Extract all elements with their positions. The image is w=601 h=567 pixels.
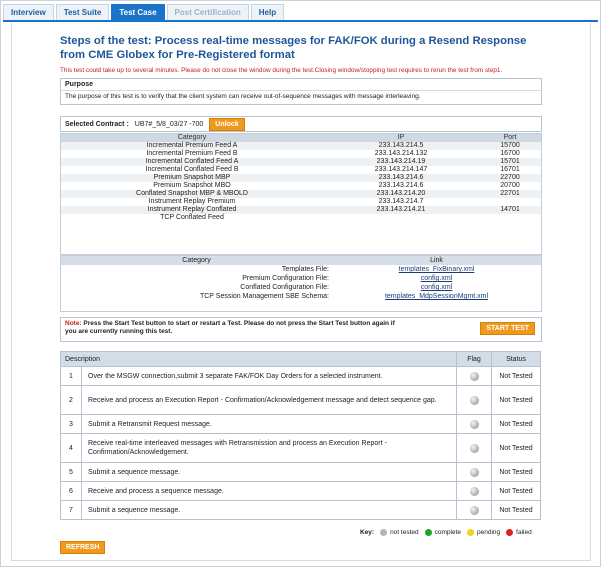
step-number: 6 bbox=[61, 482, 82, 501]
file-link[interactable]: config.xml bbox=[420, 275, 453, 282]
feed-port: 16701 bbox=[479, 166, 541, 174]
pending-dot-icon bbox=[467, 529, 474, 536]
note-text: Press the Start Test button to start or restart a Test. Please do not press the Start Test button again if you are currently running this test. bbox=[65, 320, 395, 335]
link-cell bbox=[332, 283, 541, 292]
step-flag bbox=[457, 367, 492, 386]
step-status: Not Tested bbox=[492, 482, 541, 501]
contract-box bbox=[60, 116, 542, 132]
status-dot-icon bbox=[470, 420, 479, 429]
key-complete-label: complete bbox=[434, 529, 462, 536]
feeds-row bbox=[61, 214, 541, 222]
step-description: Receive and process an Execution Report - Confirmation/Acknowledgement message and detect sequence gap. bbox=[82, 386, 457, 415]
feed-port: 20700 bbox=[479, 182, 541, 190]
tab-interview[interactable]: Interview bbox=[3, 4, 54, 20]
links-box bbox=[60, 255, 542, 312]
feed-category: Instrument Replay Conflated bbox=[61, 206, 323, 214]
links-row bbox=[61, 292, 541, 301]
step-description: Receive real-time interleaved messages with Retransmission and process an Execution Report - Confirmation/Acknowledgement. bbox=[82, 434, 457, 463]
note-box bbox=[60, 317, 542, 342]
feeds-header-ip: IP bbox=[323, 134, 479, 142]
contract-label: Selected Contract : bbox=[65, 120, 129, 128]
step-number: 7 bbox=[61, 501, 82, 520]
feed-ip: 233.143.214.21 bbox=[323, 206, 479, 214]
step-row bbox=[61, 434, 541, 463]
feed-port: 22701 bbox=[479, 190, 541, 198]
link-cell bbox=[332, 274, 541, 283]
links-table bbox=[61, 256, 541, 301]
status-dot-icon bbox=[470, 468, 479, 477]
step-number: 5 bbox=[61, 463, 82, 482]
step-flag bbox=[457, 415, 492, 434]
refresh-button[interactable]: REFRESH bbox=[60, 541, 105, 554]
steps-table bbox=[60, 351, 541, 520]
feed-ip: 233.143.214.132 bbox=[323, 150, 479, 158]
links-row bbox=[61, 265, 541, 274]
feeds-row bbox=[61, 150, 541, 158]
feed-ip: 233.143.214.20 bbox=[323, 190, 479, 198]
links-row bbox=[61, 274, 541, 283]
feed-category: Premium Snapshot MBP bbox=[61, 174, 323, 182]
feed-port: 14701 bbox=[479, 206, 541, 214]
feeds-row bbox=[61, 174, 541, 182]
tab-test-suite[interactable]: Test Suite bbox=[56, 4, 110, 20]
link-cell bbox=[332, 292, 541, 301]
not-tested-dot-icon bbox=[380, 529, 387, 536]
status-dot-icon bbox=[470, 372, 479, 381]
step-number: 3 bbox=[61, 415, 82, 434]
step-description: Submit a sequence message. bbox=[82, 463, 457, 482]
step-status: Not Tested bbox=[492, 434, 541, 463]
step-status: Not Tested bbox=[492, 367, 541, 386]
file-link[interactable]: templates_MdpSessionMgmt.xml bbox=[384, 293, 489, 300]
step-number: 4 bbox=[61, 434, 82, 463]
feed-category: Incremental Premium Feed B bbox=[61, 150, 323, 158]
feed-ip: 233.143.214.19 bbox=[323, 158, 479, 166]
steps-header-status: Status bbox=[492, 352, 541, 367]
feeds-header-category: Category bbox=[61, 134, 323, 142]
key-failed-label: failed bbox=[516, 529, 532, 536]
feed-category: Conflated Snapshot MBP & MBOLD bbox=[61, 190, 323, 198]
page-title: Steps of the test: Process real-time messages for FAK/FOK during a Resend Response from CME Globex for Pre-Registered format bbox=[60, 35, 527, 61]
feeds-row bbox=[61, 158, 541, 166]
status-key bbox=[360, 529, 532, 536]
feed-category: Incremental Conflated Feed A bbox=[61, 158, 323, 166]
purpose-box bbox=[60, 78, 542, 105]
step-status: Not Tested bbox=[492, 386, 541, 415]
step-flag bbox=[457, 434, 492, 463]
links-row bbox=[61, 283, 541, 292]
purpose-heading: Purpose bbox=[61, 79, 541, 91]
key-not-tested-label: not tested bbox=[390, 529, 419, 536]
step-description: Over the MSGW connection,submit 3 separate FAK/FOK Day Orders for a selected instrument. bbox=[82, 367, 457, 386]
status-dot-icon bbox=[470, 506, 479, 515]
step-description: Submit a Retransmit Request message. bbox=[82, 415, 457, 434]
feeds-table bbox=[61, 134, 541, 222]
feed-category: TCP Conflated Feed bbox=[61, 214, 323, 222]
key-pending-label: pending bbox=[477, 529, 501, 536]
feed-port: 16700 bbox=[479, 150, 541, 158]
step-status: Not Tested bbox=[492, 501, 541, 520]
feed-category: Incremental Premium Feed A bbox=[61, 142, 323, 150]
step-status: Not Tested bbox=[492, 415, 541, 434]
links-header-link: Link bbox=[332, 256, 541, 265]
feed-category: Premium Snapshot MBO bbox=[61, 182, 323, 190]
steps-section bbox=[60, 351, 541, 520]
link-category: Conflated Configuration File: bbox=[240, 284, 329, 291]
step-row bbox=[61, 463, 541, 482]
feed-ip: 233.143.214.7 bbox=[323, 198, 479, 206]
feeds-box bbox=[60, 133, 542, 255]
feed-ip: 233.143.214.147 bbox=[323, 166, 479, 174]
tab-test-case[interactable]: Test Case bbox=[111, 4, 164, 20]
link-cell bbox=[332, 265, 541, 274]
feed-ip: 233.143.214.6 bbox=[323, 174, 479, 182]
step-row bbox=[61, 367, 541, 386]
feed-port: 22700 bbox=[479, 174, 541, 182]
steps-header-description: Description bbox=[61, 352, 457, 367]
feed-port bbox=[479, 198, 541, 206]
note-label: Note: bbox=[65, 320, 82, 327]
warning-text: This test could take up to several minutes. Please do not close the window during the test.Closing window/stopping test requires to rerun the test from step1. bbox=[60, 67, 503, 74]
steps-header-flag: Flag bbox=[457, 352, 492, 367]
feed-ip bbox=[323, 214, 479, 222]
step-status: Not Tested bbox=[492, 463, 541, 482]
complete-dot-icon bbox=[425, 529, 432, 536]
feeds-row bbox=[61, 206, 541, 214]
feeds-row bbox=[61, 142, 541, 150]
step-flag bbox=[457, 463, 492, 482]
step-number: 2 bbox=[61, 386, 82, 415]
step-row bbox=[61, 482, 541, 501]
feed-category: Instrument Replay Premium bbox=[61, 198, 323, 206]
status-dot-icon bbox=[470, 444, 479, 453]
start-test-button[interactable]: START TEST bbox=[480, 322, 535, 335]
step-number: 1 bbox=[61, 367, 82, 386]
status-dot-icon bbox=[470, 396, 479, 405]
links-header-category: Category bbox=[61, 256, 332, 265]
tab-help[interactable]: Help bbox=[251, 4, 284, 20]
contract-value: UB7#_5/8_03/27 -700 bbox=[134, 120, 204, 128]
link-category: TCP Session Management SBE Schema: bbox=[199, 293, 329, 300]
step-description: Submit a sequence message. bbox=[82, 501, 457, 520]
feed-port: 15700 bbox=[479, 142, 541, 150]
step-row bbox=[61, 415, 541, 434]
feeds-row bbox=[61, 166, 541, 174]
status-dot-icon bbox=[470, 487, 479, 496]
step-row bbox=[61, 386, 541, 415]
feed-category: Incremental Conflated Feed B bbox=[61, 166, 323, 174]
tab-post-certification: Post Certification bbox=[167, 4, 249, 20]
failed-dot-icon bbox=[506, 529, 513, 536]
file-link[interactable]: templates_FixBinary.xml bbox=[398, 266, 475, 273]
unlock-button[interactable]: Unlock bbox=[209, 118, 244, 131]
tab-bar bbox=[3, 4, 284, 21]
link-category: Premium Configuration File: bbox=[242, 275, 329, 282]
feed-ip: 233.143.214.6 bbox=[323, 182, 479, 190]
feed-port: 15701 bbox=[479, 158, 541, 166]
feeds-row bbox=[61, 198, 541, 206]
link-category: Templates File: bbox=[281, 266, 329, 273]
key-label: Key: bbox=[360, 529, 375, 536]
purpose-text: The purpose of this test is to verify that the client system can receive out-of-sequence messages with message interleaving. bbox=[65, 93, 421, 100]
feeds-row bbox=[61, 182, 541, 190]
feeds-row bbox=[61, 190, 541, 198]
file-link[interactable]: config.xml bbox=[420, 284, 453, 291]
step-flag bbox=[457, 482, 492, 501]
step-flag bbox=[457, 501, 492, 520]
feeds-header-port: Port bbox=[479, 134, 541, 142]
feed-ip: 233.143.214.5 bbox=[323, 142, 479, 150]
feed-port bbox=[479, 214, 541, 222]
step-flag bbox=[457, 386, 492, 415]
step-row bbox=[61, 501, 541, 520]
step-description: Receive and process a sequence message. bbox=[82, 482, 457, 501]
